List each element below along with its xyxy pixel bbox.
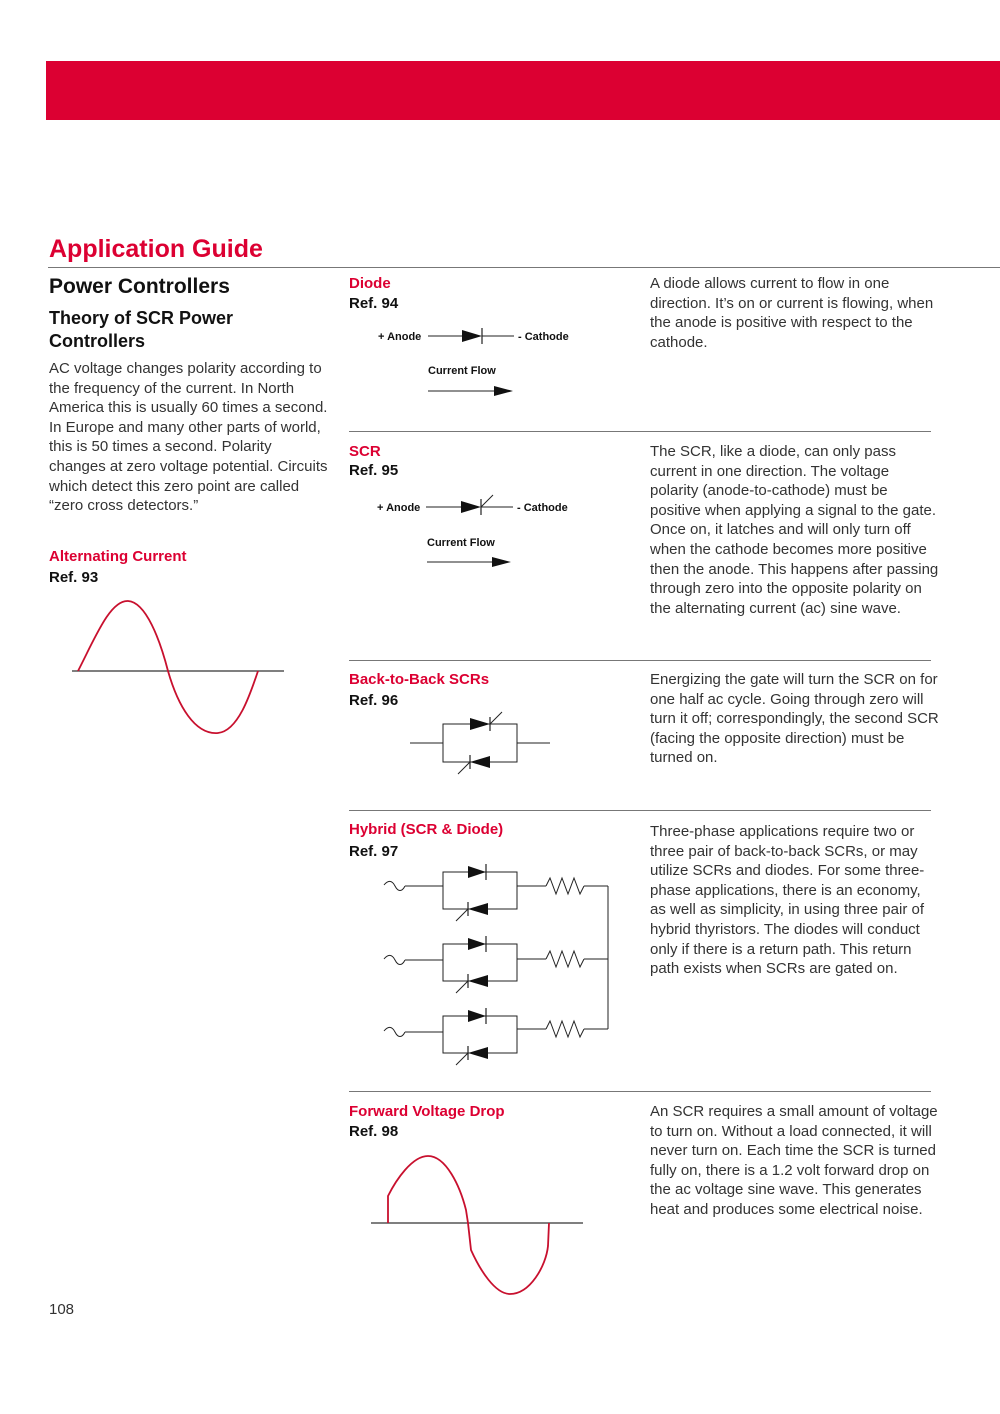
subsection-heading: Theory of SCR Power Controllers: [49, 308, 234, 351]
section-description-scr: The SCR, like a diode, can only pass current in one direction. The voltage polarity (anode-to-cathode) must be positive when applying a signal to the gate. Once on, it latches and will only turn off when the cathode becomes more positive then the anode. This happens after passing through zero into the opposite polarity on the alternating current (ac) sine wave.: [650, 443, 939, 617]
section-title-back-to-back: Back-to-Back SCRs: [349, 671, 490, 688]
intro-paragraph: AC voltage changes polarity according to the frequency of the current. In North America this is usually 60 times a second. In Europe and many other parts of world, this is 50 times a second. Polarity changes at zero voltage potential. Circuits which detect this zero point are called “zero cross detectors.”: [49, 360, 328, 515]
section-heading: Power Controllers: [49, 275, 230, 298]
figure-ref-93: Ref. 93: [49, 569, 99, 586]
current-flow-label: Current Flow: [427, 537, 495, 549]
anode-label: + Anode: [378, 331, 422, 343]
page-number: 108: [49, 1301, 75, 1318]
section-title-forward-voltage-drop: Forward Voltage Drop: [349, 1103, 505, 1120]
section-description-diode: A diode allows current to flow in one direction. It’s on or current is flowing, when the anode is positive with respect to the cathode.: [650, 275, 934, 351]
cathode-label: - Cathode: [517, 502, 568, 514]
section-title-diode: Diode: [349, 275, 391, 292]
current-flow-label: Current Flow: [428, 365, 496, 377]
section-ref-94: Ref. 94: [349, 295, 399, 312]
clipped-sine-wave: [388, 1156, 549, 1294]
section-ref-96: Ref. 96: [349, 692, 399, 709]
anode-label: + Anode: [377, 502, 421, 514]
section-description-back-to-back: Energizing the gate will turn the SCR on for one half ac cycle. Going through zero will turn it off; correspondingly, the second SCR (facing the opposite direction) must be turned on.: [650, 671, 939, 767]
section-title-scr: SCR: [349, 443, 381, 460]
section-description-hybrid: Three-phase applications require two or three pair of back-to-back SCRs, or may utilize SCRs and diodes. For some three-phase applications, there is an economy, as well as simplicity, in using three pair of hybrid thyristors. The diodes will conduct only if there is a return path. This return path exists when SCRs are gated on.: [650, 823, 925, 978]
page-title: Application Guide: [49, 235, 263, 263]
section-ref-98: Ref. 98: [349, 1123, 399, 1140]
section-ref-95: Ref. 95: [349, 462, 399, 479]
section-description-forward-voltage-drop: An SCR requires a small amount of voltage to turn on. Without a load connected, it will never turn on. Each time the SCR is turned fully on, there is a 1.2 volt forward drop on the ac voltage sine wave. This generates heat and produces some electrical noise.: [650, 1103, 938, 1218]
section-title-hybrid: Hybrid (SCR & Diode): [349, 821, 504, 838]
section-ref-97: Ref. 97: [349, 843, 399, 860]
cathode-label: - Cathode: [518, 331, 569, 343]
figure-title-alternating-current: Alternating Current: [49, 548, 187, 565]
